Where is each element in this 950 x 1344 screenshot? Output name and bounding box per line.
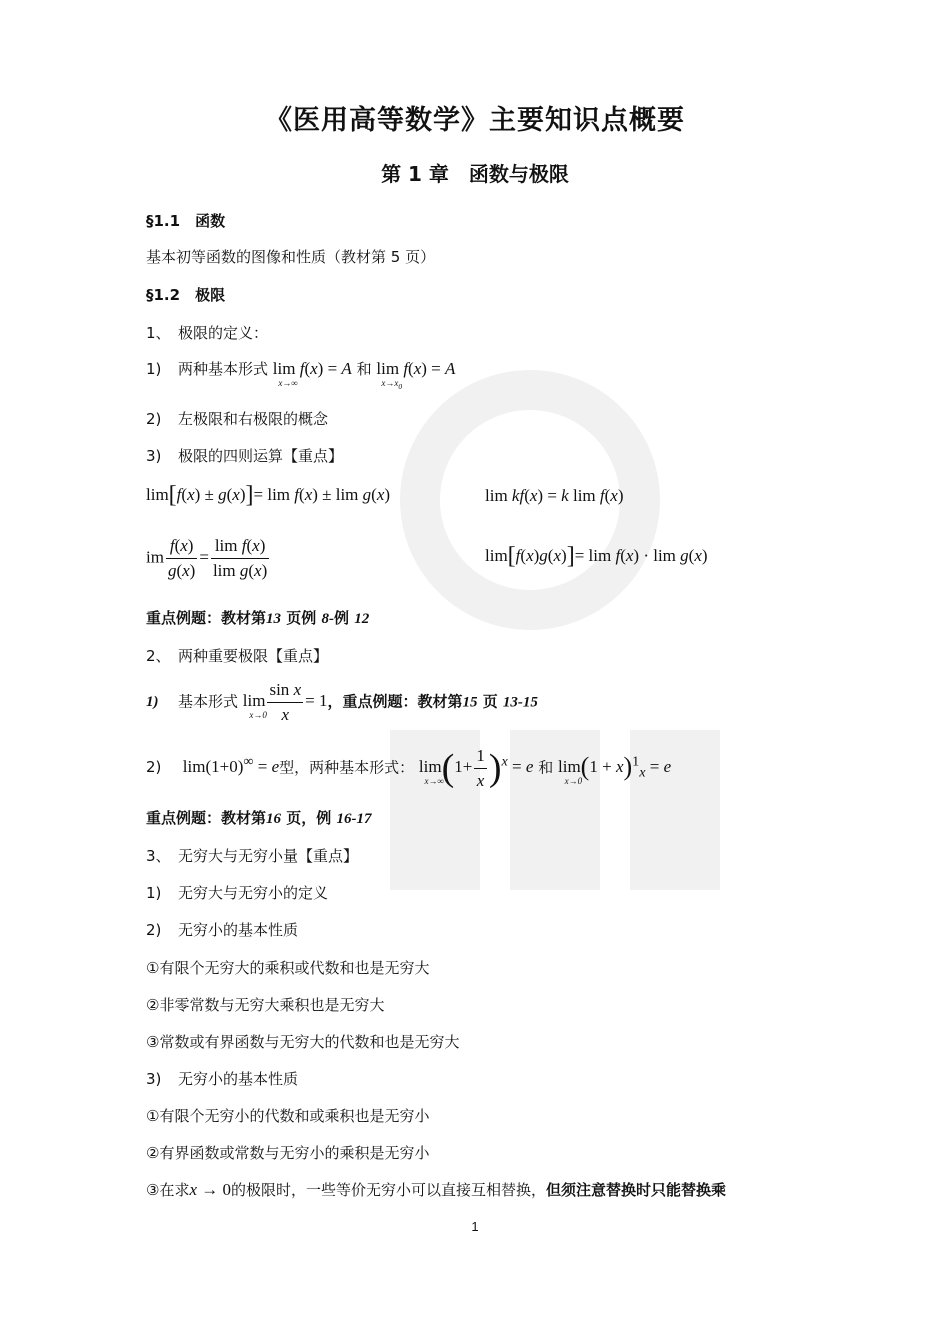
examples-mid: 页，例 [281,809,337,827]
examples-prefix: 重点例题：教材第 [146,809,267,827]
formula-limit-infinity: lim x→∞ f(x) = A [272,359,352,388]
item-number: 2) [146,410,162,428]
formula-sin-limit: lim x→0 $\frac{\text{sin x}}{x}$ = 1 [242,680,328,724]
item-text: 两种基本形式 [178,360,269,378]
chapter-heading: 第 1 章 函数与极限 [381,162,569,186]
item-number: 2、 [146,647,171,665]
formula-limit-x0: lim $x\to x_0$ f(x) = A [376,359,456,391]
item-number: 2) [146,758,162,777]
property-3: ③常数或有界函数与无穷大的代数和也是无穷大 [146,1033,460,1051]
item-3 [146,845,358,866]
examples-range-end: 12 [354,611,370,627]
item-text: 左极限和右极限的概念 [178,410,329,428]
property-5: ②有界函数或常数与无穷小的乘积是无穷小 [146,1144,430,1162]
item-text: 无穷大与无穷小量【重点】 [178,847,359,865]
item-2-1 [146,678,538,727]
item-number: 3) [146,1070,162,1088]
item-number: 3) [146,447,162,465]
examples-prefix: 重点例题：教材第 [146,609,267,627]
key-examples-1 [146,607,369,628]
item-number: 1) [146,694,159,711]
examples-mid: 页例 [281,609,322,627]
item-text: 基本形式 [178,692,239,711]
formula-indeterminate-form: lim(1+0)∞ = e [182,753,280,777]
and-text: 和 [356,360,372,378]
examples-prefix: ，重点例题：教材第 [327,692,463,711]
and-text: 和 [538,758,554,777]
examples-range-start: 8- [321,611,334,627]
item-2 [146,645,328,666]
item-text: 无穷小的基本性质 [178,921,299,939]
property-prefix: ③在求 [146,1181,190,1199]
formula-e-limit-zero: lim x→0 $(1 + x)^1_x = e$ [558,752,672,787]
property-4: ①有限个无穷小的代数和或乘积也是无穷小 [146,1107,430,1125]
document-title: 《医用高等数学》主要知识点概要 [265,105,685,136]
property-6 [146,1179,726,1200]
examples-page: 15 [462,694,478,711]
item-text: 无穷小的基本性质 [178,1070,299,1088]
item-1-3 [146,445,343,466]
section-1-1-heading: §1.1 函数 [146,212,226,230]
property-1: ①有限个无穷大的乘积或代数和也是无穷大 [146,959,430,977]
item-number: 1) [146,360,162,378]
formula-sum-rule: lim[f(x) ± g(x)]= lim f(x) ± lim g(x) [146,482,391,508]
formula-product-rule: lim[f(x)g(x)]= lim f(x) · lim g(x) [485,543,708,569]
section-1-2-heading: §1.2 极限 [146,286,226,304]
item-3-2 [146,919,298,940]
item-3-1 [146,882,328,903]
item-text: 极限的四则运算【重点】 [178,447,344,465]
item-text: 无穷大与无穷小的定义 [178,884,329,902]
watermark-logo [330,370,750,930]
item-text: 型，两种基本形式： [279,758,415,777]
formula-quotient-rule: im $\frac{f(x)}{g(x)}$ = $\frac{\text{lim f(x)}}{\text{lim g(x)}}$ [146,536,268,580]
item-text: 两种重要极限【重点】 [178,647,329,665]
item-3-3 [146,1068,298,1089]
item-1-1 [146,358,456,391]
property-emphasis: 但须注意替换时只能替换乘 [546,1181,727,1199]
formula-constant-rule: lim kf(x) = k lim f(x) [485,486,624,505]
property-middle: 的极限时，一些等价无穷小可以直接互相替换， [231,1181,547,1199]
key-examples-2 [146,807,371,828]
item-2-2 [146,744,671,793]
examples-page: 16 [266,811,282,827]
section-1-1-text: 基本初等函数的图像和性质（教材第 5 页） [146,248,436,266]
formula-e-limit-infinity: lim x→∞ (1+ $\frac{1}{x}$ )$^x$ = e [418,746,534,790]
item-text: 极限的定义： [178,324,269,342]
examples-range: 13-15 [502,694,538,711]
examples-range: 16-17 [336,811,372,827]
item-number: 1、 [146,324,171,342]
formula-x-to-zero: x → 0 [189,1180,231,1199]
examples-page: 13 [266,611,282,627]
item-1-2 [146,408,328,429]
page-number: 1 [471,1219,479,1234]
examples-post: 例 [333,609,355,627]
examples-mid: 页 [477,692,503,711]
item-1 [146,322,268,343]
item-number: 3、 [146,847,171,865]
item-number: 2) [146,921,162,939]
property-2: ②非零常数与无穷大乘积也是无穷大 [146,996,385,1014]
item-number: 1) [146,884,162,902]
